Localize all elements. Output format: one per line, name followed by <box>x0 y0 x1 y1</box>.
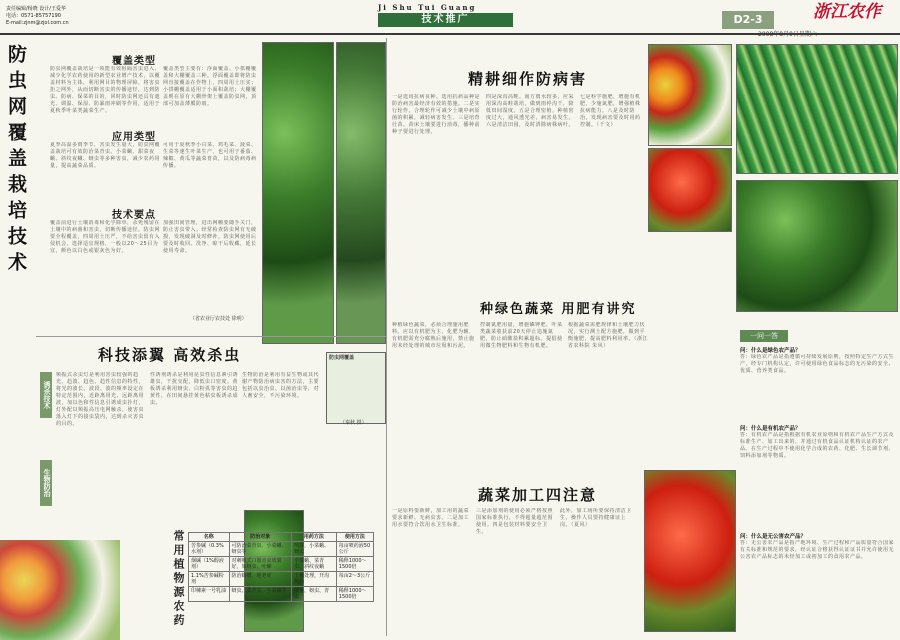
editor-line: 责任编辑/杨晓 设计/王爱华 <box>6 6 66 12</box>
table-cell: 印楝素一号乳油 <box>189 587 230 602</box>
table-cell: 喷雾，小菜蛾、蚜虫 <box>292 542 337 557</box>
article1-text-col2: 覆盖类型主要有：浮面覆盖、小拱棚覆盖和大棚覆盖三种。浮面覆盖即将防虫网直接覆盖在作物上，四周用土压实；小拱棚覆盖适用于小面积栽培；大棚覆盖则在原有大棚骨架上覆盖防虫网，顶部可加盖薄膜防雨。 <box>163 66 257 107</box>
table-header-row <box>189 533 374 542</box>
table-cell: 苦参碱（0.3%水剂） <box>189 542 230 557</box>
page-code: D2-3 <box>722 11 774 29</box>
table-cell: 每亩2～3公斤 <box>336 572 373 587</box>
table-row <box>189 572 374 587</box>
qa-column <box>740 346 894 636</box>
decorative-vegetables <box>0 540 120 640</box>
photo-caption: 防虫网覆盖 <box>329 355 355 361</box>
photo-credit: （秦秋 摄） <box>340 420 367 426</box>
photo-green-chili <box>736 44 898 174</box>
qa-answer-1: 答：绿色农产品是指遵循可持续发展原则，按照特定生产方式生产，经专门机构认定，许可使用绿色食品标志的无污染的安全、优质、营养类食品。 <box>740 354 894 374</box>
section-title: 技术推广 <box>378 13 513 27</box>
table-cell: 蚜虫、菜青虫、小菜蛾等 <box>229 587 292 602</box>
table-row <box>189 542 374 557</box>
table-cell: 土壤处理，开沟施药 <box>292 572 337 587</box>
article3-text-col3: 七是科学施肥，增施有机肥，少施氮肥，增强植株抗病能力。八是及时防治，发现病害要及时用药控制。（千文） <box>580 94 641 128</box>
article1-title: 防虫网覆盖栽培技术 <box>5 44 27 278</box>
article1-text-col6: 加强田间管理，进出网棚要随手关门，防止害虫带入。经常检查防虫网有无破损，发现破洞及时修补。防虫网使用后要及时收回、洗净、晾干后收藏，延长使用寿命。 <box>163 220 257 254</box>
article3-text-col2: 四是深沟高畦。南方雨水较多，应采用深沟高畦栽培，做到雨停沟干，降低田间湿度。五是合理密植。种植密度过大，通风透光差，病害易发生。六是清洁田园，及时清除病株病叶。 <box>486 94 575 128</box>
article1-subhead-tech: 技术要点 <box>112 210 156 221</box>
table-row <box>189 587 374 602</box>
pesticide-table <box>188 532 374 602</box>
article1-text-col3: 夏季高温多雨季节，害虫发生量大，防虫网覆盖栽培可有效防治菜青虫、小菜蛾、甜菜夜蛾、斜纹夜蛾、蚜虫等多种害虫，减少农药用量，提高蔬菜品质。 <box>50 142 160 169</box>
article5-text-col3: 此外，加工场所要保持清洁卫生，操作人员要持健康证上岗。（夏风） <box>560 508 632 528</box>
qa-question-1: 问：什么是绿色农产品？ <box>740 348 801 354</box>
table-cell: 可防治菜青虫、小菜蛾、蚜虫等 <box>229 542 292 557</box>
article2-text-col2: 性诱剂诱杀是利用昆虫性信息素引诱雄虫，干扰交配，降低虫口密度。黄板诱杀利用蚜虫、白粉虱等害虫的趋黄性，在田间悬挂黄色粘虫板诱杀成虫。 <box>150 372 239 406</box>
article2-title: 科技添翼 高效杀虫 <box>98 346 242 364</box>
article2-text-col1: 频振式杀虫灯是利用害虫较强的趋光、趋波、趋色、趋性信息的特性，将光的波长、波段、波的频率设定在特定范围内，近距离用光、远距离用波，加以色和性信息引诱成虫扑灯，灯外配以频振高压电网触杀，使害虫落入灯下的接虫袋内，达到杀灭害虫的目的。 <box>56 372 145 427</box>
table-header: 名称 <box>189 533 230 542</box>
table-cell: 对刺吸式口器害虫效果好，如蚜虫、叶蝉 <box>229 557 292 572</box>
email-line: E-mail:zjnm@zjol.com.cn <box>6 20 69 26</box>
article5-title: 蔬菜加工四注意 <box>478 486 598 504</box>
article4-title: 种绿色蔬菜 用肥有讲究 <box>480 302 637 317</box>
table-title: 常用植物源农药 <box>172 530 185 628</box>
qa-answer-2: 答：有机农产品是指根据有机农业原则和有机农产品生产方式及标准生产、加工出来的，并通过有机食品认证机构认证的农产品。在生产过程中不使用化学合成的农药、化肥、生长调节剂、饲料添加剂等物质。 <box>740 432 894 459</box>
table-header: 用药方法 <box>292 533 337 542</box>
photo-insect-net-crop <box>262 42 334 344</box>
row-divider <box>36 336 386 337</box>
table-cell: 喷雾，蚜虫、青虫 <box>292 587 337 602</box>
section-pinyin: Ji Shu Tui Guang <box>378 3 477 12</box>
article5-text-col2: 三是添加剂的使用必须严格按照国家标准执行，不得超量超范围使用。四是包装材料要安全卫生。 <box>476 508 554 535</box>
article2-label-bio: 生物防治 <box>40 460 52 506</box>
phone-line: 电话：0571-85757190 <box>6 13 61 19</box>
photo-mixed-vegetables <box>648 44 732 146</box>
table-header: 使用方法 <box>336 533 373 542</box>
qa-band: 一问一答 <box>740 330 788 342</box>
table-cell: 稀释1000～1500倍 <box>336 587 373 602</box>
article1-text-col4: 可用于夏秋季小白菜、鸡毛菜、菠菜、生菜等速生叶菜生产，也可用于番茄、辣椒、黄瓜等蔬菜育苗，以及防病毒病传播。 <box>163 142 257 169</box>
table-cell: 烟碱（1%醇液剂） <box>189 557 230 572</box>
photo-green-vegetables <box>736 180 898 312</box>
photo-caption-box <box>326 352 386 424</box>
article4-text-col2: 控制氮肥用量，增施磷钾肥，叶菜类蔬菜收获前20天停止追施氮肥，防止硝酸盐积累超标。提倡使用微生物肥料和生物有机肥。 <box>480 322 563 349</box>
qa-question-2: 问：什么是有机农产品？ <box>740 426 801 432</box>
photo-tomatoes <box>644 470 736 632</box>
table-row <box>189 557 374 572</box>
table-cell: 每亩喷药液50公斤 <box>336 542 373 557</box>
article3-text-col1: 一是选用抗病良种。选用抗病品种是防治病害最经济有效的措施。二是实行轮作。合理轮作可减少土壤中病原菌的积累，减轻病害发生。三是培育壮苗。苗床土壤要进行消毒，播种前种子要进行处理。 <box>392 94 481 135</box>
table-cell: 防治蛴螬、地老虎 <box>229 572 292 587</box>
article3-title: 精耕细作防病害 <box>468 70 588 88</box>
qa-answer-3: 答：无公害农产品是指产地环境、生产过程和产品质量符合国家有关标准和规范的要求，经认证合格获得认证证书并允许使用无公害农产品标志的未经加工或初加工的食用农产品。 <box>740 540 894 560</box>
table-cell: 1.1%苦参碱粉剂 <box>189 572 230 587</box>
article4-text-col1: 种植绿色蔬菜，必须合理施用肥料。应以有机肥为主，化肥为辅，有机肥需充分腐熟后施用，禁止施用未经处理的城市垃圾和污泥。 <box>392 322 475 349</box>
masthead-rule <box>0 33 900 35</box>
article2-label-trap: 诱杀技术 <box>40 372 52 418</box>
article5-text-col1: 一是原料要新鲜，加工用的蔬菜要求新鲜、无病虫害。二是加工用水要符合饮用水卫生标准。 <box>392 508 470 528</box>
photo-vegetable-leaves <box>336 42 386 344</box>
article1-text-col5: 覆盖前进行土壤消毒和化学除草，杀死残留在土壤中的病菌和害虫，切断传播途径。防虫网要全程覆盖，四周用土压严，不给害虫留有入侵机会。选择适宜规格，一般以20～25目为宜，颜色以白色或银灰色为好。 <box>50 220 160 254</box>
qa-question-3: 问：什么是无公害农产品？ <box>740 534 807 540</box>
article1-text-col1: 防虫网覆盖栽培是一项能有效阻隔害虫进入、减少化学农药使用的新型农业增产技术，以覆盖材料为主体，利用网目的物理屏障，将害虫拒之网外，从而切断害虫的传播途径，达到防虫、防病、保菜的目的，同时防虫网还具有遮光、调温、保湿、防暴雨冲刷等作用，适用于夏秋季叶菜类蔬菜生产。 <box>50 66 160 114</box>
article4-text-col3: 根据蔬菜需肥规律和土壤肥力状况，实行测土配方施肥，做到平衡施肥，提高肥料利用率。（浙江省农科院 朱风） <box>568 322 648 349</box>
table-cell: 稀释1000～1500倍 <box>336 557 373 572</box>
masthead-info <box>6 6 156 27</box>
photo-peppers-tomatoes <box>648 148 732 232</box>
newspaper-logo: 浙江农作 <box>813 2 881 22</box>
column-divider <box>386 38 387 636</box>
table-header: 防治对象 <box>229 533 292 542</box>
table-cell: 小菜蛾、菜青虫、斜纹夜蛾 <box>292 557 337 572</box>
article2-text-col3: 生物防治是利用有益生物或其代谢产物防治病虫害的方法，主要包括以虫治虫、以菌治虫等，对人畜安全，不污染环境。 <box>242 372 320 399</box>
article1-subhead-type: 覆盖类型 <box>112 56 156 67</box>
article1-subhead-use: 应用类型 <box>112 132 156 143</box>
article1-author: （省农业厅农技处 徐明） <box>190 316 247 322</box>
